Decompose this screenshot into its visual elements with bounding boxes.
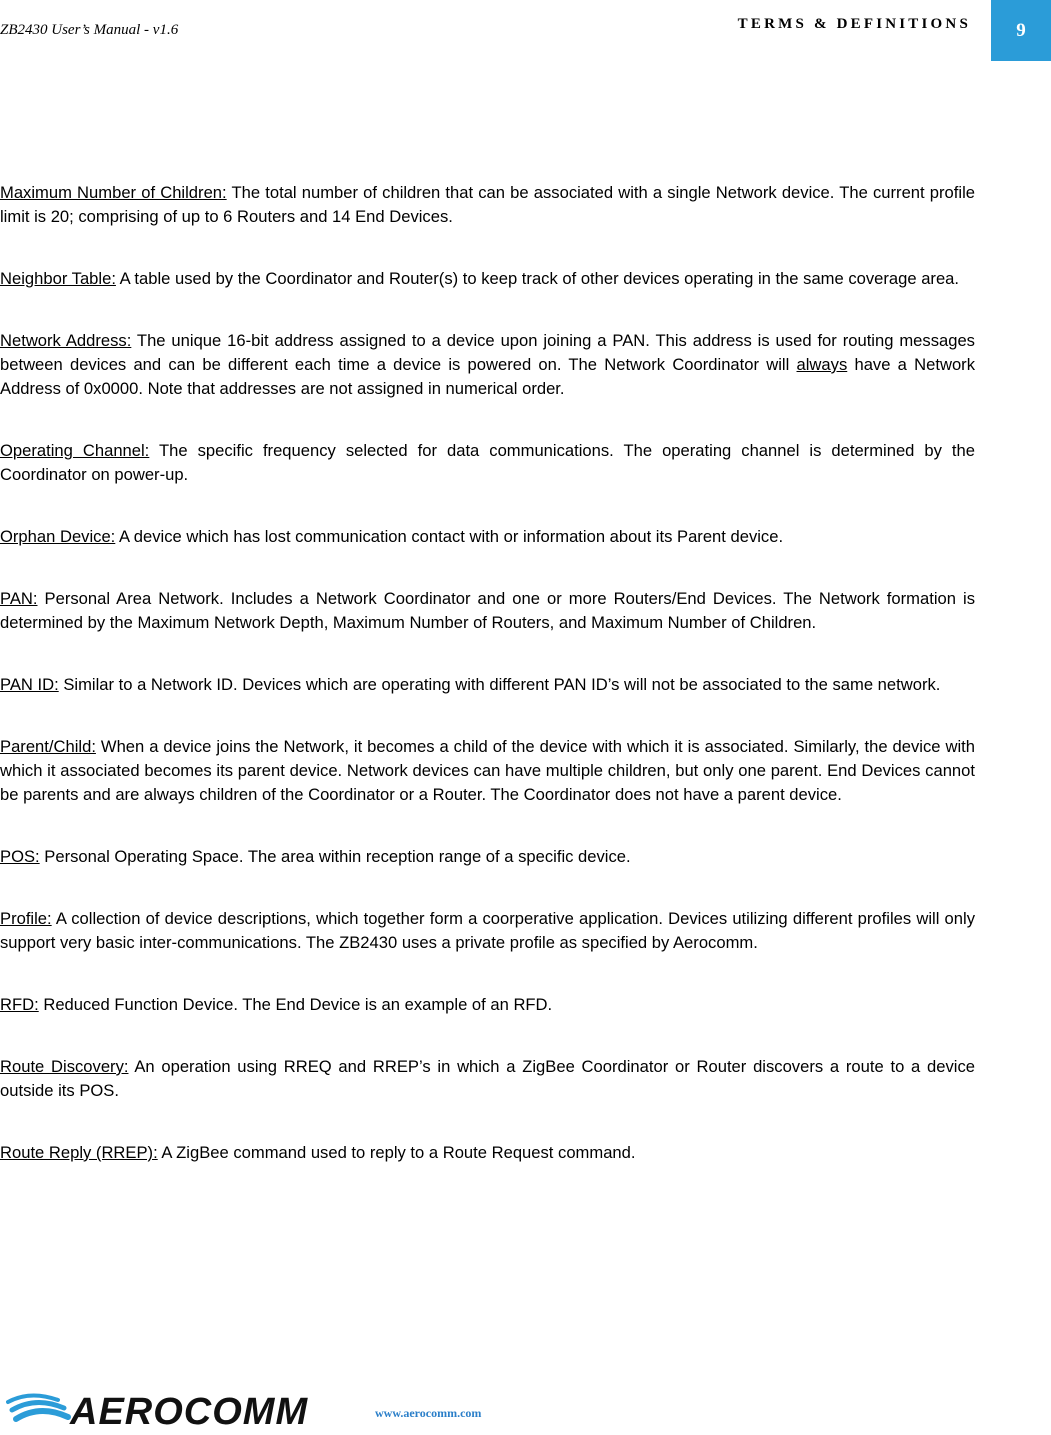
glossary-entry-operating-channel [0,439,975,487]
term: PAN ID: [0,675,59,694]
definition: The total number of children that can be associated with a single Network device. The current profile limit is 20; comprising of up to 6 Routers and 14 End Devices. [0,183,975,226]
definition: Similar to a Network ID. Devices which are operating with different PAN ID’s will not be associated to the same network. [58,675,941,694]
term: Maximum Number of Children: [0,183,227,202]
aerocomm-logo-graphic [6,1382,366,1430]
glossary-entry-route-discovery [0,1055,975,1103]
glossary-entry-profile [0,907,975,955]
term: Parent/Child: [0,737,96,756]
term: Neighbor Table: [0,269,116,288]
definition: A collection of device descriptions, which together form a coorperative application. Devices utilizing different profiles will only support very basic inter-communications. The ZB2430 uses a private profile as specified by Aerocomm. [0,909,975,952]
manual-title: ZB2430 User’s Manual - v1.6 [0,22,179,38]
emphasis-always: always [796,355,848,374]
term: Operating Channel: [0,441,150,460]
glossary-entry-route-reply [0,1141,975,1165]
term: RFD: [0,995,39,1014]
definition: The unique 16-bit address assigned to a device upon joining a PAN. This address is used for routing messages between devices and can be different each time a device is powered on. The Network Coordinator will [0,331,975,374]
signal-swoosh-icon [8,1395,68,1419]
aerocomm-logo [6,1382,366,1435]
glossary-entry-orphan-device [0,525,975,549]
term: Profile: [0,909,52,928]
definition: Personal Area Network. Includes a Network Coordinator and one or more Routers/End Devices. The Network formation is determined by the Maximum Network Depth, Maximum Number of Routers, and Maximum Number of Children. [0,589,975,632]
glossary-entry-parent-child [0,735,975,807]
term: Route Reply (RREP): [0,1143,158,1162]
glossary [0,181,975,1203]
definition: have a Network Address of 0x0000. Note that addresses are not assigned in numerical order. [0,355,975,398]
definition: A ZigBee command used to reply to a Route Request command. [157,1143,636,1162]
glossary-entry-max-children [0,181,975,229]
definition: When a device joins the Network, it becomes a child of the device with which it is associated. Similarly, the device with which it associated becomes its parent device. Network devices can have multiple children, but only one parent. End Devices cannot be parents and are always children of the Coordinator or a Router. The Coordinator does not have a parent device. [0,737,975,804]
section-title: TERMS & DEFINITIONS [737,16,971,32]
glossary-entry-network-address [0,329,975,401]
glossary-entry-pos [0,845,975,869]
definition: The specific frequency selected for data communications. The operating channel is determined by the Coordinator on power-up. [0,441,975,484]
term: PAN: [0,589,38,608]
term: Route Discovery: [0,1057,129,1076]
page-number: 9 [991,0,1051,61]
logo-wordmark: AEROCOMM [70,1391,309,1430]
definition: Personal Operating Space. The area within reception range of a specific device. [39,847,631,866]
term: POS: [0,847,40,866]
glossary-entry-neighbor-table [0,267,975,291]
glossary-entry-rfd [0,993,975,1017]
definition: A table used by the Coordinator and Router(s) to keep track of other devices operating in the same coverage area. [115,269,960,288]
term: Orphan Device: [0,527,116,546]
website-link[interactable]: www.aerocomm.com [375,1406,482,1420]
definition: An operation using RREQ and RREP’s in which a ZigBee Coordinator or Router discovers a route to a device outside its POS. [0,1057,975,1100]
definition: A device which has lost communication contact with or information about its Parent device. [115,527,784,546]
glossary-entry-pan-id [0,673,975,697]
definition: Reduced Function Device. The End Device is an example of an RFD. [38,995,553,1014]
glossary-entry-pan [0,587,975,635]
term: Network Address: [0,331,132,350]
